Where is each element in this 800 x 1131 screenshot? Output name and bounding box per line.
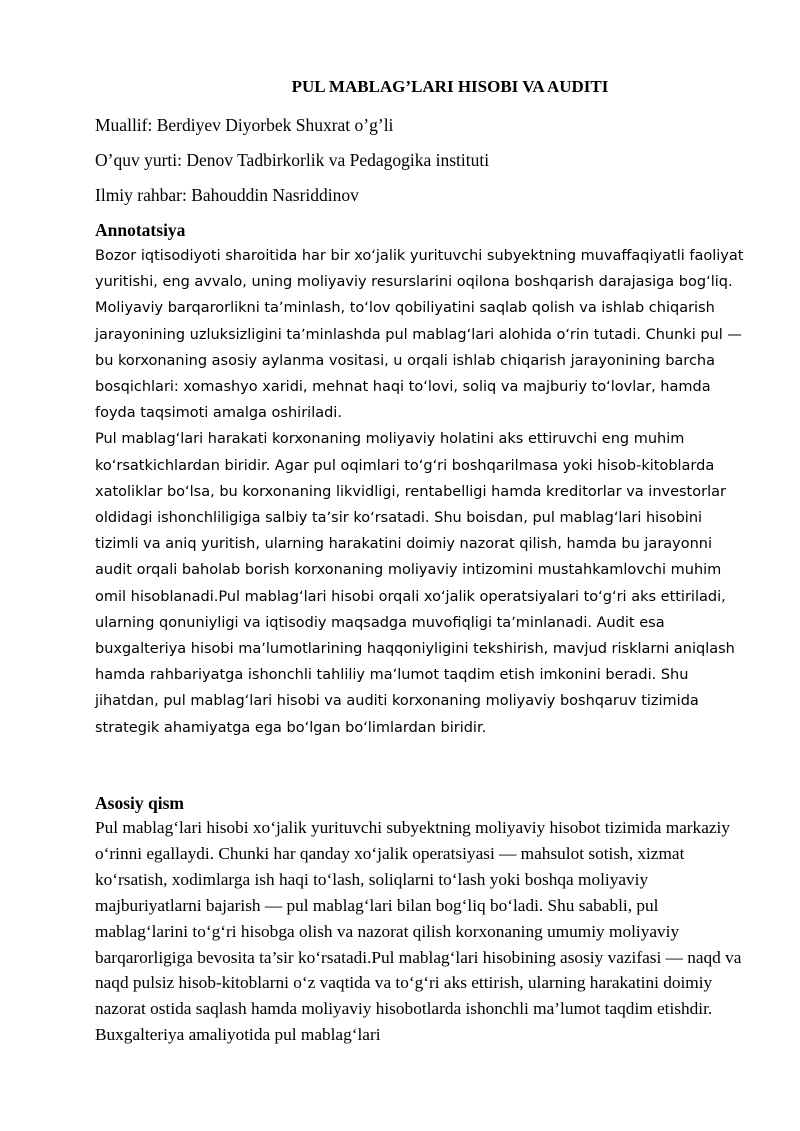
abstract-heading: Annotatsiya <box>95 220 186 240</box>
document-title: PUL MABLAG’LARI HISOBI VA AUDITI <box>291 77 609 96</box>
abstract-body <box>95 243 750 741</box>
main-part-body <box>95 815 750 1048</box>
main-part-paragraph: Pul mablag‘lari hisobi xo‘jalik yurituvchi subyektning moliyaviy hisobot tizimida markaziy o‘rinni egallaydi. Chunki har qanday xo‘jalik operatsiyasi — mahsulot sotish, xizmat ko‘rsatish, xodimlarga ish haqi to‘lash, soliqlarni to‘lash yoki boshqa moliyaviy majburiyatlarni bajarish — pul mablag‘lari bilan bog‘liq bo‘ladi. Shu sababli, pul mablag‘larini to‘g‘ri hisobga olish va nazorat qilish korxonaning umumiy moliyaviy barqarorligiga bevosita ta’sir ko‘rsatadi.Pul mablag‘lari hisobining asosiy vazifasi — naqd va naqd pulsiz hisob-kitoblarni o‘z vaqtida va to‘g‘ri aks ettirish, ularning harakatini doimiy nazorat ostida saqlash hamda moliyaviy hisobotlarda ishonchli ma’lumot taqdim etishdir. Buxgalteriya amaliyotida pul mablag‘lari <box>95 818 742 1045</box>
abstract-paragraph: Pul mablagʻlari harakati korxonaning moliyaviy holatini aks ettiruvchi eng muhim koʻrsatkichlardan biridir. Agar pul oqimlari toʻgʻri boshqarilmasa yoki hisob-kitoblarda xatoliklar boʻlsa, bu korxonaning likvidligi, rentabelligi hamda kreditorlar va investorlar oldidagi ishonchliligiga salbiy taʼsir koʻrsatadi. Shu boisdan, pul mablagʻlari hisobini tizimli va aniq yuritish, ularning harakatini doimiy nazorat qilish, hamda bu jarayonni audit orqali baholab borish korxonaning moliyaviy intizomini mustahkamlovchi muhim omil hisoblanadi.Pul mablagʻlari hisobi orqali xoʻjalik operatsiyalari toʻgʻri aks ettiriladi, ularning qonuniyligi va iqtisodiy maqsadga muvofiqligi taʼminlanadi. Audit esa buxgalteriya hisobi maʼlumotlarining haqqoniyligini tekshirish, mavjud risklarni aniqlash hamda rahbariyatga ishonchli tahliliy maʼlumot taqdim etish imkonini beradi. Shu jihatdan, pul mablagʻlari hisobi va auditi korxonaning moliyaviy boshqaruv tizimida strategik ahamiyatga ega boʻlgan boʻlimlardan biridir. <box>95 431 735 736</box>
abstract-paragraph: Bozor iqtisodiyoti sharoitida har bir xoʻjalik yurituvchi subyektning muvaffaqiyatli faoliyat yuritishi, eng avvalo, uning moliyaviy resurslarini oqilona boshqarish darajasiga bogʻliq. Moliyaviy barqarorlikni taʼminlash, toʻlov qobiliyatini saqlab qolish va ishlab chiqarish jarayonining uzluksizligini taʼminlashda pul mablagʻlari alohida oʻrin tutadi. Chunki pul — bu korxonaning asosiy aylanma vositasi, u orqali ishlab chiqarish jarayonining barcha bosqichlari: xomashyo xaridi, mehnat haqi toʻlovi, soliq va majburiy toʻlovlar, hamda foyda taqsimoti amalga oshiriladi. <box>95 248 744 422</box>
main-part-heading: Asosiy qism <box>95 793 184 813</box>
institution-line: O’quv yurti: Denov Tadbirkorlik va Pedagogika instituti <box>95 150 490 170</box>
author-line: Muallif: Berdiyev Diyorbek Shuxrat o’g’li <box>95 115 394 135</box>
advisor-line: Ilmiy rahbar: Bahouddin Nasriddinov <box>95 185 359 205</box>
